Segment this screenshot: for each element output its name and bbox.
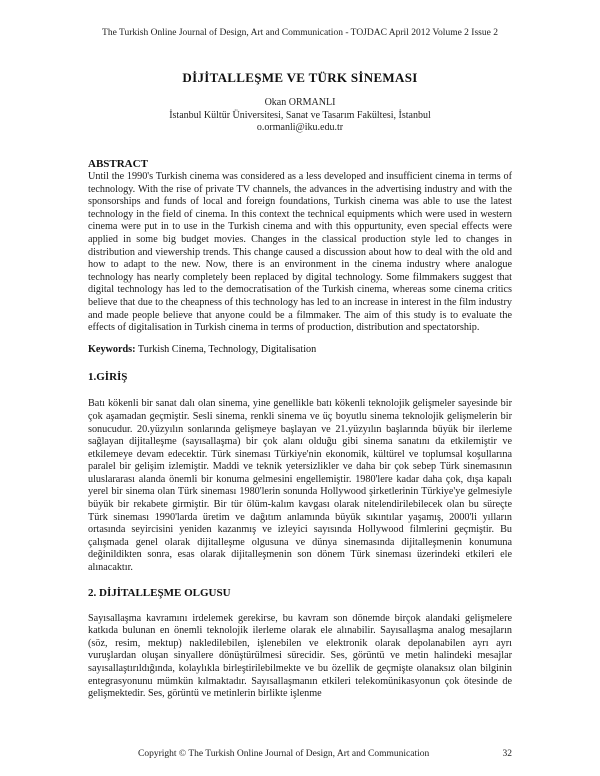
section2-text: Sayısallaşma kavramını irdelemek gerekirse, bu kavram son dönemde birçok alandaki gelişmelere katkıda bulunan en önemli teknolojik ilerleme olarak ele alınabilir. Sayısallaşma analog mesajların (söz, resim, mektup) nakledilebilen, işlenebilen ve elektronik olarak depolanabilen ayrı ayrı vuruşlardan oluşan sinyallere dönüştürülmesi sürecidir. Ses, görüntü ve metin halindeki mesajlar sayısallaştırıldığında, kolaylıkla birleştirilebilmekte ve bu özellik de geçmişte olanaksız olan bilginin entegrasyonunu mümkün kılmaktadır. Sayısallaşmanın etkileri telekomünikasyonun çok ötesinde de gelişmektedir. Ses, görüntü ve metinlerin birlikte işlenme (88, 612, 512, 700)
article-body (88, 158, 512, 701)
page-number: 32 (502, 749, 512, 759)
section1-heading: 1.GİRİŞ (88, 371, 128, 384)
keywords-text: Turkish Cinema, Technology, Digitalisation (137, 343, 317, 355)
author-email: o.ormanli@iku.edu.tr (256, 122, 344, 133)
keywords-line (88, 344, 512, 357)
abstract-heading: ABSTRACT (88, 158, 148, 170)
footer-copyright: Copyright © The Turkish Online Journal of Design, Art and Communication (138, 749, 430, 759)
author-name: Okan ORMANLI (264, 97, 336, 108)
paper-title: DİJİTALLEŞME VE TÜRK SİNEMASI (182, 70, 418, 85)
abstract-text: Until the 1990's Turkish cinema was considered as a less developed and insufficient cinema in terms of technology. With the rise of private TV channels, the advances in the advertising industry and with the sponsorships and funds of local and foreign foundations, Turkish cinema was able to use the latest technology in the field of cinema. In this context the technical equipments which were used in western cinema were put in to use in the Turkish cinema and with this oppurtunity, even special effects were applied in some big budget movies. Changes in the classical production style led to changes in distribution and viewership trends. This change caused a discussion about how to deal with the old and how to adapt to the new. Now, there is an environment in the cinema industry where analogue technology has nearly completely been replaced by digital technology. Some filmmakers suggest that digital technology has led to the democratisation of the Turkish cinema, whereas some cinema critics believe that due to the cheapness of this technology has led to an increase in interest in the film industry and made people believe that anyone could be a filmmaker. The aim of this study is to evaluate the effects of digitalisation in Turkish cinema in terms of production, distribution and spectatorship. (88, 171, 512, 334)
keywords-label: Keywords: (88, 343, 136, 355)
section2-heading: 2. DİJİTALLEŞME OLGUSU (88, 586, 231, 599)
section1-text: Batı kökenli bir sanat dalı olan sinema, yine genellikle batı kökenli teknolojik gelişmeler sayesinde bir çok aşamadan geçmiştir. Sesli sinema, renkli sinema ve üç boyutlu sinema teknolojik gelişmelerin bir sonucudur. 20.yüzyılın sonlarında gelişmeye başlayan ve 21.yüzyılın başlarında büyük bir ilerleme sağlayan dijitalleşme (sayısallaşma) bir çok alanı olduğu gibi sinema sanatını da etkilemiştir ve etkilemeye devam edecektir. Türk sineması Türkiye'nin ekonomik, kültürel ve toplumsal koşullarına paralel bir gelişim izlemiştir. Maddi ve teknik yetersizlikler ve daha bir çok sebep Türk sinemasının uluslararası alanda önemli bir konuma gelmesini engellemiştir. 1980'lere kadar daha çok, dışa kapalı yerel bir sinema olan Türk sineması 1980'lerin sonunda Hollywood şirketlerinin Türkiye'ye gelmesiyle büyük bir rekabete girmiştir. Bir tür ölüm-kalım kavgası olarak nitelendirilebilecek olan bu süreçte Türk sineması 1990'larda üretim ve dağıtım anlamında büyük sıkıntılar yaşamış, 2000'li yılların ortasında seyircisini yeniden kazanmış ve izleyici sayısında Hollywood filmlerini geçmiştir. Bu çalışmada genel olarak dijitalleşme olgusuna ve dünya sinemasında dijitalleşmenin konumuna değinildikten sonra, esas olarak dijitalleşmenin son dönem Türk sineması üzerindeki etkileri ele alınacaktır. (88, 398, 512, 574)
author-affiliation: İstanbul Kültür Üniversitesi, Sanat ve Tasarım Fakültesi, İstanbul (169, 109, 431, 121)
running-header: The Turkish Online Journal of Design, Art and Communication - TOJDAC April 2012 Volume 2 Issue 2 (102, 28, 498, 38)
author-block (0, 97, 600, 135)
